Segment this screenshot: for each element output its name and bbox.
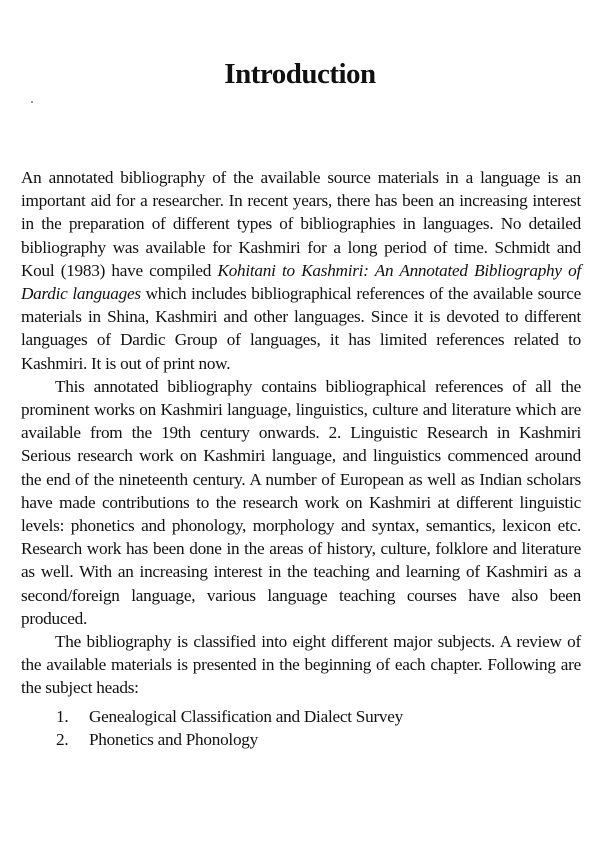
page-title: Introduction: [224, 58, 376, 90]
list-item-label: Genealogical Classification and Dialect Survey: [89, 706, 403, 726]
book-title-italic: Kohitani to Kashmiri: An Annotated Bibliography of Dardic languages: [21, 260, 581, 304]
scan-speck: [31, 101, 33, 103]
document-body: [21, 166, 581, 751]
list-item-number: 2.: [56, 729, 69, 749]
paragraph-scope: This annotated bibliography contains bibliographical references of all the prominent works on Kashmiri language, linguistics, culture and literature which are available from the 19th century onwards. 2. Linguistic Research in Kashmiri Serious research work on Kashmiri language, and linguistics commenced around the end of the nineteenth century. A number of European as well as Indian scholars have made contributions to the research work on Kashmiri at different linguistic levels: phonetics and phonology, morphology and syntax, semantics, lexicon etc. Research work has been done in the areas of history, culture, folklore and literature as well. With an increasing interest in the teaching and learning of Kashmiri as a second/foreign language, various language teaching courses have also been produced.: [21, 376, 581, 628]
paragraph-intro-text-a: An annotated bibliography of the available source materials in a language is an important aid for a researcher. In recent years, there has been an increasing interest in the preparation of different types of bibliographies in languages. No detailed bibliography was available for Kashmiri for a long period of time. Schmidt and Koul (1983) have compiled: [21, 168, 581, 280]
subject-heads-list: [21, 705, 581, 751]
paragraph-classification: The bibliography is classified into eight different major subjects. A review of the available materials is presented in the beginning of each chapter. Following are the subject heads:: [21, 632, 581, 698]
list-item-number: 1.: [56, 706, 69, 726]
list-item-label: Phonetics and Phonology: [89, 729, 258, 749]
paragraph-intro-text-b: which includes bibliographical references of the available source materials in Shina, Kashmiri and other languages. Since it is devoted to different languages of Dardic Group of languages, it has limited references related to Kashmiri. It is out of print now.: [21, 284, 581, 373]
paragraph-intro: [21, 166, 581, 375]
list-item: [21, 728, 581, 751]
list-item: [21, 705, 581, 728]
